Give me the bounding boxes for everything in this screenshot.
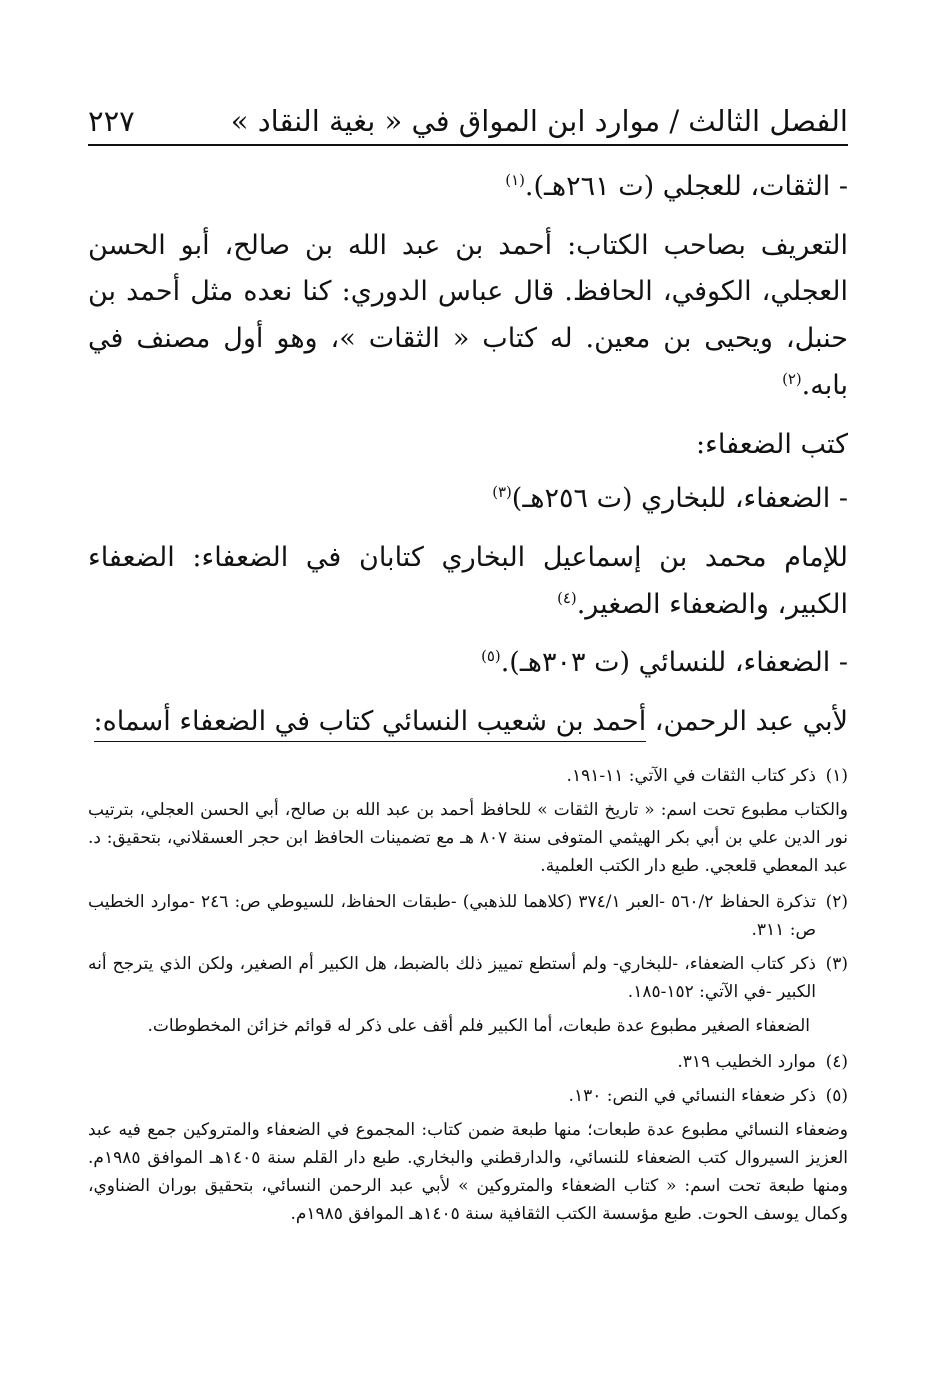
entry-duafa-nasai: [88, 640, 848, 687]
footnote-1-continuation: والكتاب مطبوع تحت اسم: « تاريخ الثقات » للحافظ أحمد بن عبد الله بن صالح، أبي الحسن العجلي، بترتيب نور الدين علي بن أبي بكر الهيثمي المتوفى سنة ٨٠٧ هـ مع تضمينات الحافظ ابن حجر العسقلاني، بتحقيق: د. عبد المعطي قلعجي. طبع دار الكتب العلمية.: [88, 799, 848, 876]
footnote-ref[interactable]: (١): [505, 171, 525, 189]
entry-title: - الضعفاء، للبخاري (ت ٢٥٦هـ): [511, 483, 848, 515]
entry-title: - الثقات، للعجلي (ت ٢٦١هـ).: [524, 171, 848, 202]
entry-duafa-bukhari: [88, 476, 848, 523]
footnote-number: (٤): [825, 1052, 848, 1073]
footnote-ref[interactable]: (٣): [492, 483, 512, 502]
footnote-text: ذكر ضعفاء النسائي في النص: ١٣٠.: [568, 1086, 816, 1107]
footnote-number: (٢): [825, 891, 848, 912]
nasai-paragraph: [88, 699, 848, 746]
footnote-ref[interactable]: (٤): [557, 588, 577, 607]
page-header: [88, 90, 848, 146]
page-number: ٢٢٧: [88, 104, 135, 139]
entry-title: - الضعفاء، للنسائي (ت ٣٠٣هـ).: [500, 647, 848, 679]
footnote-text: ذكر كتاب الثقات في الآتي: ١١-١٩١.: [566, 765, 816, 786]
footnote-2: [88, 888, 848, 944]
paragraph-text: للإمام محمد بن إسماعيل البخاري كتابان في الضعفاء: الضعفاء الكبير، والضعفاء الصغير.: [88, 541, 848, 620]
footnote-4: [88, 1048, 848, 1076]
author-bio-paragraph: [88, 223, 848, 410]
footnote-3: [88, 950, 848, 1006]
footnote-3-continuation: الضعفاء الصغير مطبوع عدة طبعات، أما الكبير فلم أقف على ذكر له قوائم خزائن المخطوطات.: [147, 1016, 810, 1037]
book-page: [88, 90, 848, 1236]
footnote-number: (٣): [825, 954, 848, 975]
footnote-1: [88, 762, 848, 790]
bukhari-paragraph: [88, 535, 848, 628]
footnote-text: موارد الخطيب ٣١٩.: [677, 1052, 816, 1073]
underlined-text: أحمد بن شعيب النسائي كتاب في الضعفاء أسماه:: [94, 706, 647, 742]
footnotes: [88, 762, 848, 1229]
footnote-ref[interactable]: (٥): [481, 647, 501, 666]
footnote-number: (٥): [825, 1086, 848, 1107]
footnote-text: ذكر كتاب الضعفاء، -للبخاري- ولم أستطع تمييز ذلك بالضبط، هل الكبير أم الصغير، ولكن الذي يترجح أنه الكبير -في الآتي: ١٥٢-١٨٥.: [88, 954, 816, 1003]
paragraph-text-start: لأبي عبد الرحمن،: [646, 706, 848, 738]
footnote-5-continuation: وضعفاء النسائي مطبوع عدة طبعات؛ منها طبعة ضمن كتاب: المجموع في الضعفاء والمتروكين جمع فيه عبد العزيز السيروال كتب الضعفاء للنسائي، والدارقطني والبخاري. طبع دار القلم سنة ١٤٠٥هـ الموافق ١٩٨٥م. ومنها طبعة تحت اسم: « كتاب الضعفاء والمتروكين » لأبي عبد الرحمن النسائي، بتحقيق بوران الضناوي، وكمال يوسف الحوت. طبع مؤسسة الكتب الثقافية سنة ١٤٠٥هـ الموافق ١٩٨٥م.: [88, 1120, 848, 1225]
chapter-title: الفصل الثالث / موارد ابن المواق في « بغية النقاد »: [230, 104, 848, 139]
main-text: [88, 164, 848, 746]
footnote-number: (١): [825, 765, 848, 786]
footnote-5: [88, 1082, 848, 1110]
paragraph-text: التعريف بصاحب الكتاب: أحمد بن عبد الله بن صالح، أبو الحسن العجلي، الكوفي، الحافظ. قال عباس الدوري: كنا نعده مثل أحمد بن حنبل، ويحيى بن معين. له كتاب « الثقات »، وهو أول مصنف في بابه.: [88, 229, 848, 401]
footnote-text: تذكرة الحفاظ ٥٦٠/٢ -العبر ٣٧٤/١ (كلاهما للذهبي) -طبقات الحفاظ، للسيوطي ص: ٢٤٦ -موارد الخطيب ص: ٣١١.: [88, 891, 816, 940]
footnote-ref[interactable]: (٢): [782, 369, 802, 388]
entry-thiqat-ijli: [88, 164, 848, 211]
section-heading: كتب الضعفاء:: [696, 428, 848, 460]
